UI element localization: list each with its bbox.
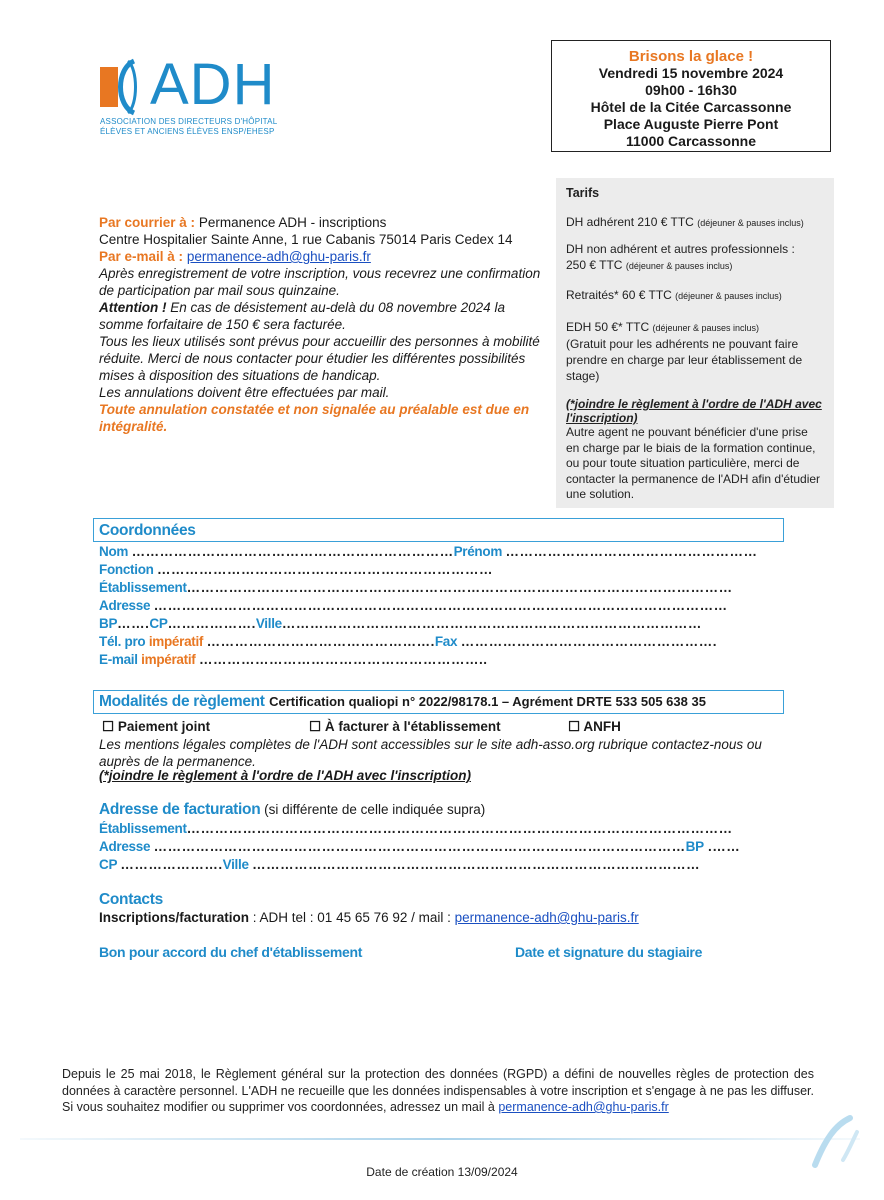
mentions-legales: Les mentions légales complètes de l'ADH sont accessibles sur le site adh-asso.org rubrique contactez-nous ou auprès de la permanence. — [99, 737, 762, 769]
fact-bp-field[interactable]: .…… — [703, 839, 741, 854]
option-anfh[interactable]: ☐ ANFH — [568, 719, 621, 734]
footer-divider — [20, 1138, 860, 1140]
contacts-line — [99, 910, 639, 925]
email-label: Par e-mail à : — [99, 249, 184, 264]
rgpd-text: Depuis le 25 mai 2018, le Règlement général sur la protection des données (RGPD) a défini de nouvelles règles de protection des données à caractère personnel. L'ADH ne recueille que les données indispensables à votre inscription et s'engage à ne pas les diffuser. Si vous souhaitez modifier ou supprimer vos coordonnées, adressez un mail à — [62, 1067, 814, 1114]
event-time: 09h00 - 16h30 — [645, 82, 737, 98]
adresse-row[interactable] — [99, 598, 779, 613]
tel-field[interactable]: …………………………………………. — [206, 634, 435, 649]
tarif-dh-non-adherent: DH non adhérent et autres professionnels : — [566, 242, 795, 256]
tarifs-heading: Tarifs — [566, 186, 600, 200]
email-field-label: E-mail — [99, 652, 138, 667]
email-field[interactable]: …………………………………………………….. — [198, 652, 488, 667]
email-imperatif: impératif — [141, 652, 196, 667]
logo-subtitle-1: ASSOCIATION DES DIRECTEURS D'HÔPITAL — [100, 117, 278, 126]
coordonnees-title: Coordonnées — [99, 522, 196, 539]
tarif-retraites-note: (déjeuner & pauses inclus) — [675, 291, 782, 301]
nom-label: Nom — [99, 544, 129, 559]
fact-adresse-field[interactable]: …………………………………………………………………………………………………… — [153, 839, 686, 854]
cp-label: CP — [149, 616, 168, 631]
fact-ville-label: Ville — [222, 857, 249, 872]
reglement-title: Modalités de règlement — [99, 693, 265, 710]
attention-text: En cas de désistement au-delà du 08 novembre 2024 la somme forfaitaire de 150 € sera facturée. — [99, 300, 505, 332]
rgpd-email-link[interactable]: permanence-adh@ghu-paris.fr — [498, 1100, 669, 1114]
fact-etablissement-label: Établissement — [99, 821, 187, 836]
fact-adresse-label: Adresse — [99, 839, 151, 854]
certification-text: Certification qualiopi n° 2022/98178.1 – Agrément DRTE 533 505 638 35 — [269, 694, 706, 709]
fact-adresse-row[interactable] — [99, 839, 789, 854]
event-box — [551, 40, 831, 152]
inscription-info — [99, 214, 544, 435]
creation-date: Date de création 13/09/2024 — [366, 1165, 518, 1179]
event-title: Brisons la glace ! — [628, 48, 754, 65]
tarif-retraites: Retraités* 60 € TTC — [566, 288, 672, 302]
tel-label: Tél. pro — [99, 634, 146, 649]
coordonnees-title-box — [93, 518, 784, 542]
prenom-label: Prénom — [453, 544, 503, 559]
logo-mark-icon — [98, 57, 154, 117]
mobilite-text: Tous les lieux utilisés sont prévus pour accueillir des personnes à mobilité réduite. Merci de nous contacter pour étudier les différentes possibilités mises à disposition des situations de handicap. — [99, 334, 540, 383]
accord-chef-label: Bon pour accord du chef d'établissement — [99, 944, 363, 960]
reglement-title-row — [99, 693, 706, 711]
nom-row[interactable] — [99, 544, 779, 559]
tel-imperatif: impératif — [148, 634, 204, 649]
bp-cp-ville-row[interactable] — [99, 616, 779, 631]
tarifs-box — [556, 178, 834, 508]
adresse-label: Adresse — [99, 598, 151, 613]
courrier-label: Par courrier à : — [99, 215, 196, 230]
fact-bp-label: BP — [685, 839, 704, 854]
fonction-row[interactable] — [99, 562, 779, 577]
nom-field[interactable]: …………………………………………………………… — [131, 544, 454, 559]
logo-text: ADH — [150, 52, 276, 117]
courrier-address: Centre Hospitalier Sainte Anne, 1 rue Cabanis 75014 Paris Cedex 14 — [99, 232, 513, 247]
fonction-field[interactable]: ……………………………………………………………… — [157, 562, 494, 577]
logo-subtitle-2: ÉLÈVES ET ANCIENS ÉLÈVES ENSP/EHESP — [100, 127, 275, 136]
annulations-text: Les annulations doivent être effectuées par mail. — [99, 385, 390, 400]
adresse-field[interactable]: …………………………………………………………………………………………………………… — [153, 598, 728, 613]
tarif-edh-note: (déjeuner & pauses inclus) — [652, 323, 760, 333]
cp-field[interactable]: ………………. — [167, 616, 256, 631]
tarif-reglement-note: (*joindre le règlement à l'ordre de l'ADH avec l'inscription) — [566, 397, 822, 425]
prenom-field[interactable]: ……………………………………………… — [505, 544, 758, 559]
facturation-title-row — [99, 801, 485, 819]
ville-label: Ville — [255, 616, 282, 631]
contacts-email-link[interactable]: permanence-adh@ghu-paris.fr — [454, 910, 639, 925]
fonction-label: Fonction — [99, 562, 154, 577]
fax-field[interactable]: ………………………………………………. — [460, 634, 717, 649]
tarif-edh: EDH 50 €* TTC — [566, 320, 650, 334]
courrier-value: Permanence ADH - inscriptions — [198, 215, 387, 230]
toute-annulation-text: Toute annulation constatée et non signalée au préalable est due en intégralité. — [99, 402, 530, 434]
event-venue: Hôtel de la Citée Carcassonne — [590, 99, 792, 115]
bp-label: BP — [99, 616, 118, 631]
option-facturer-etablissement[interactable]: ☐ À facturer à l'établissement — [309, 719, 501, 734]
ville-field[interactable]: ……………………………………………………………………………… — [281, 616, 702, 631]
etablissement-label: Établissement — [99, 580, 187, 595]
fact-etablissement-field[interactable]: ……………………………………………………………………………………………………… — [186, 821, 733, 836]
swoosh-decoration-icon — [805, 1110, 865, 1170]
option-paiement-joint[interactable]: ☐ Paiement joint — [102, 719, 211, 734]
tarif-dh-adherent: DH adhérent 210 € TTC — [566, 215, 694, 229]
tarif-dh-non-adherent-note: (déjeuner & pauses inclus) — [625, 261, 733, 271]
fact-cp-label: CP — [99, 857, 117, 872]
facturation-title: Adresse de facturation — [99, 801, 261, 818]
fact-cp-field[interactable]: …………………. — [120, 857, 223, 872]
tarif-autre-agent: Autre agent ne pouvant bénéficier d'une prise en charge par le biais de la formation continue, ou pour toute situation particulière, merci de contacter la permanence de l'ADH afin d'étudier une solution. — [566, 425, 821, 501]
event-street: Place Auguste Pierre Pont — [603, 116, 779, 132]
tarif-dh-non-adherent-price: 250 € TTC — [566, 258, 623, 272]
signature-stagiaire-label: Date et signature du stagiaire — [515, 944, 703, 960]
email-row[interactable] — [99, 652, 779, 667]
contacts-text: : ADH tel : 01 45 65 76 92 / mail : — [249, 910, 455, 925]
tel-fax-row[interactable] — [99, 634, 779, 649]
tarif-dh-adherent-note: (déjeuner & pauses inclus) — [697, 218, 804, 228]
bp-field[interactable]: ……. — [117, 616, 150, 631]
event-date: Vendredi 15 novembre 2024 — [598, 65, 784, 81]
etablissement-field[interactable]: ……………………………………………………………………………………………………… — [186, 580, 733, 595]
email-link[interactable]: permanence-adh@ghu-paris.fr — [186, 249, 371, 264]
attention-label: Attention ! — [99, 300, 167, 315]
etablissement-row[interactable] — [99, 580, 779, 595]
fact-etablissement-row[interactable] — [99, 821, 779, 836]
fax-label: Fax — [434, 634, 458, 649]
fact-ville-field[interactable]: …………………………………………………………………………………… — [252, 857, 701, 872]
event-city: 11000 Carcassonne — [626, 133, 756, 149]
tarif-edh-detail: (Gratuit pour les adhérents ne pouvant faire prendre en charge par leur établissement de stage) — [566, 337, 803, 383]
fact-cp-ville-row[interactable] — [99, 857, 779, 872]
joindre-reglement: (*joindre le règlement à l'ordre de l'ADH avec l'inscription) — [99, 768, 471, 783]
rgpd-notice — [62, 1066, 814, 1116]
facturation-note: (si différente de celle indiquée supra) — [260, 802, 486, 817]
contacts-label: Inscriptions/facturation — [99, 910, 250, 925]
contacts-title: Contacts — [99, 891, 163, 908]
confirmation-text: Après enregistrement de votre inscription, vous recevrez une confirmation de participation par mail sous quinzaine. — [99, 266, 541, 298]
